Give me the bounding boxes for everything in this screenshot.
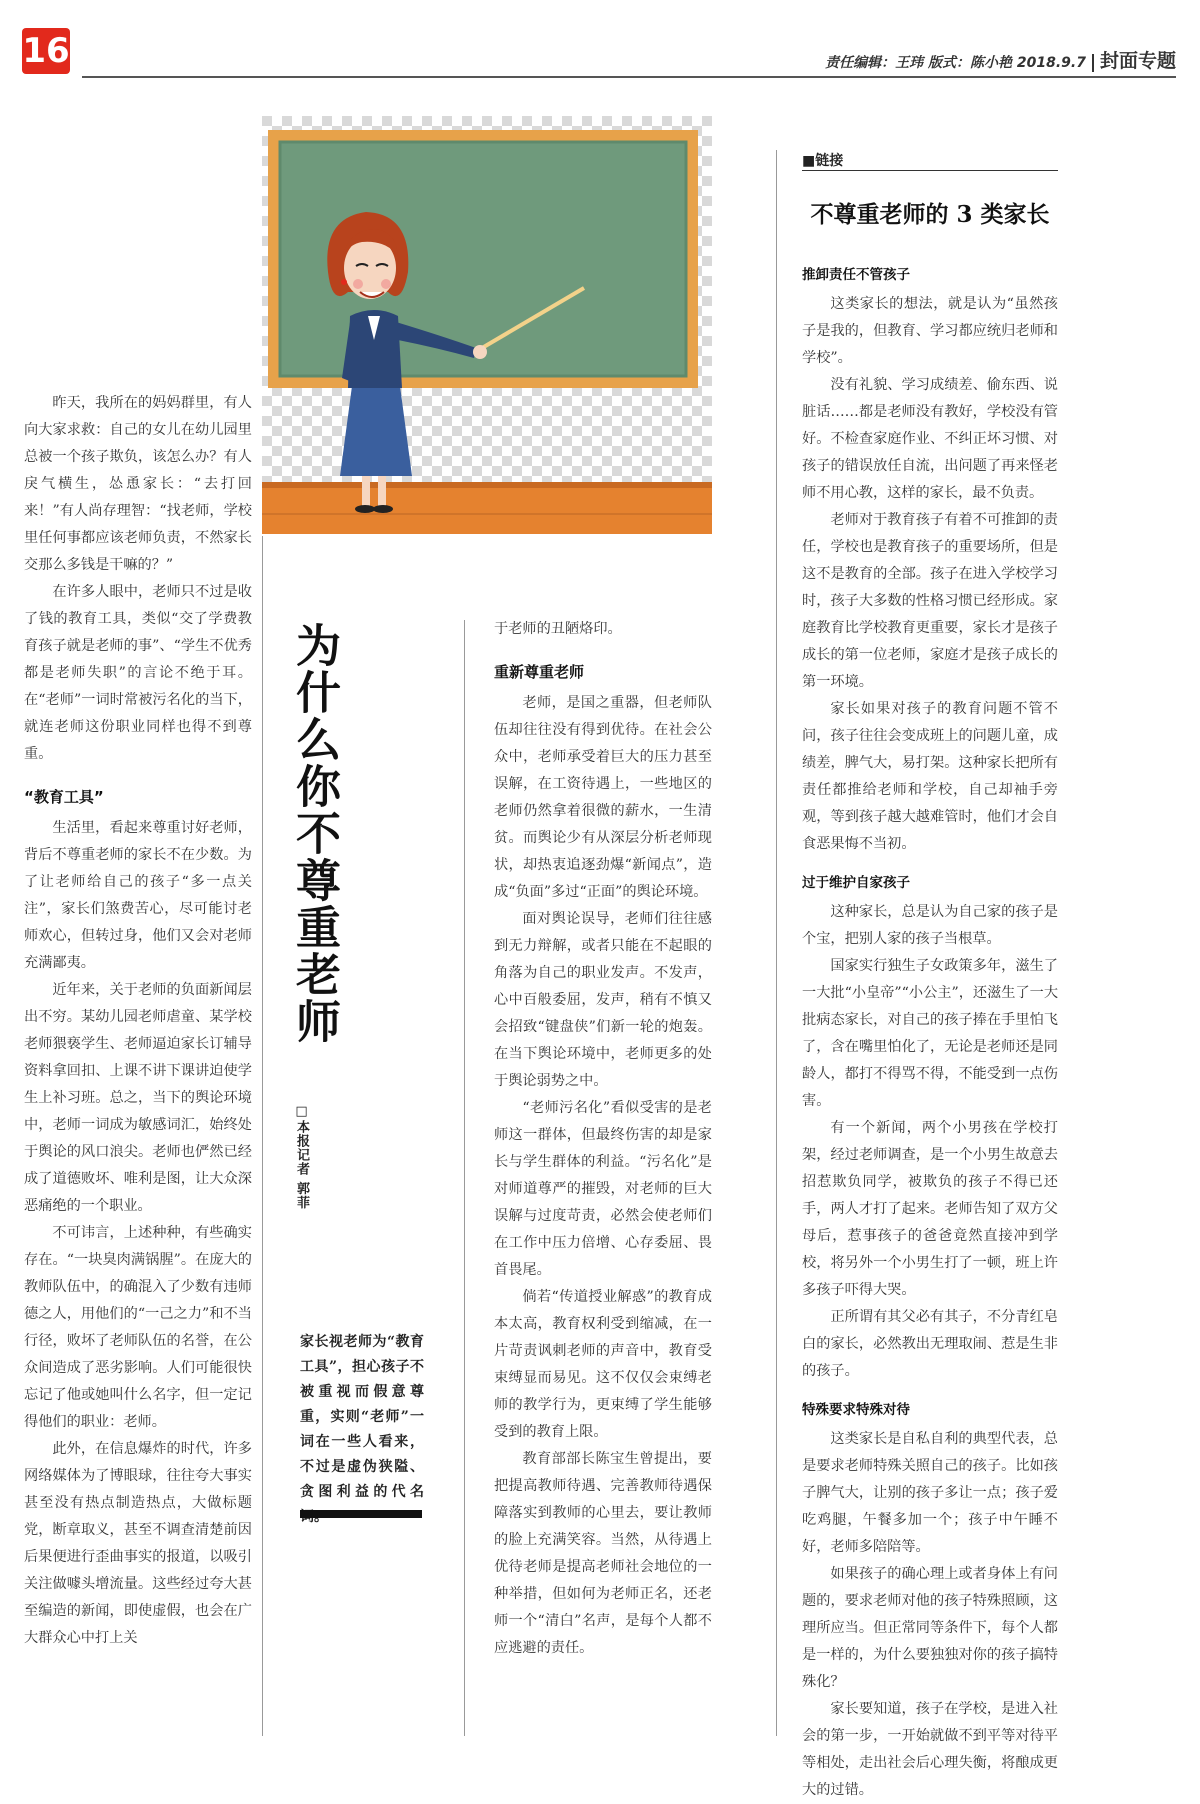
paragraph: 生活里，看起来尊重讨好老师，背后不尊重老师的家长不在少数。为了让老师给自己的孩子“多一点关注”，家长们煞费苦心，尽可能讨老师欢心，但转过身，他们又会对老师充满鄙夷。 xyxy=(24,820,252,971)
header-info xyxy=(825,46,1176,73)
header-rule xyxy=(82,76,1176,78)
paragraph: 有一个新闻，两个小男孩在学校打架，经过老师调查，是一个小男生故意去招惹欺负同学，被欺负的孩子不得已还手，两人才打了起来。老师告知了双方父母后，惹事孩子的爸爸竟然直接冲到学校，将另外一个小男生打了一顿，班上许多孩子吓得大哭。 xyxy=(802,1120,1058,1298)
paragraph: 家长如果对孩子的教育问题不管不问，孩子往往会变成班上的问题儿童，成绩差，脾气大，易打架。这种家长把所有责任都推给老师和学校，自己却袖手旁观，等到孩子越大越难管时，他们才会自食恶果悔不当初。 xyxy=(802,701,1058,852)
paragraph: 这类家长的想法，就是认为“虽然孩子是我的，但教育、学习都应统归老师和学校”。 xyxy=(802,296,1058,366)
section-heading: “教育工具” xyxy=(24,788,104,806)
sidebar-column xyxy=(802,250,1058,1804)
page-number: 16 xyxy=(22,28,70,74)
article-column-1 xyxy=(24,390,252,1652)
paragraph: 没有礼貌、学习成绩差、偷东西、说脏话……都是老师没有教好，学校没有管好。不检查家庭作业、不纠正坏习惯、对孩子的错误放任自流，出问题了再来怪老师不用心教，这样的家长，最不负责。 xyxy=(802,377,1058,501)
section-heading: 重新尊重老师 xyxy=(494,663,585,681)
section-title: 封面专题 xyxy=(1099,50,1176,72)
teacher-illustration xyxy=(262,116,712,534)
column-divider xyxy=(776,150,777,1736)
paragraph: 老师，是国之重器，但老师队伍却往往没有得到优待。在社会公众中，老师承受着巨大的压力甚至误解，在工资待遇上，一些地区的老师仍然拿着很微的薪水，一生清贫。而舆论少有从深层分析老师现状，却热衷追逐劲爆“新闻点”，造成“负面”多过“正面”的舆论环境。 xyxy=(494,695,712,900)
paragraph: 这种家长，总是认为自己家的孩子是个宝，把别人家的孩子当根草。 xyxy=(802,904,1058,947)
byline: □本报记者 郭菲 xyxy=(294,1104,309,1210)
sidebar-heading: 过于维护自家孩子 xyxy=(802,875,910,891)
pull-quote-bar xyxy=(300,1510,422,1518)
paragraph: 国家实行独生子女政策多年，滋生了一大批“小皇帝”“小公主”，还滋生了一大批病态家长，对自己的孩子捧在手里怕飞了，含在嘴里怕化了，无论是老师还是同龄人，都打不得骂不得，不能受到一点伤害。 xyxy=(802,958,1059,1109)
paragraph: 正所谓有其父必有其子，不分青红皂白的家长，必然教出无理取闹、惹是生非的孩子。 xyxy=(802,1309,1058,1379)
paragraph: 昨天，我所在的妈妈群里，有人向大家求救：自己的女儿在幼儿园里总被一个孩子欺负，该怎么办？有人戾气横生，怂恿家长：“去打回来！”有人尚存理智：“找老师，学校里任何事都应该老师负责，不然家长交那么多钱是干嘛的？” xyxy=(24,395,252,573)
paragraph: 近年来，关于老师的负面新闻层出不穷。某幼儿园老师虐童、某学校老师猥亵学生、老师逼迫家长订辅导资料拿回扣、上课不讲下课讲迫使学生上补习班。总之，当下的舆论环境中，老师一词成为敏感词汇，始终处于舆论的风口浪尖。老师也俨然已经成了道德败坏、唯利是图，让大众深恶痛绝的一个职业。 xyxy=(24,982,252,1214)
paragraph: 此外，在信息爆炸的时代，许多网络媒体为了博眼球，往往夸大事实甚至没有热点制造热点，大做标题党，断章取义，甚至不调查清楚前因后果便进行歪曲事实的报道，以吸引关注做噱头增流量。这些经过夸大甚至编造的新闻，即使虚假，也会在广大群众心中打上关 xyxy=(24,1441,252,1646)
sidebar-label: ■链接 xyxy=(802,153,844,169)
paragraph: 老师对于教育孩子有着不可推卸的责任，学校也是教育孩子的重要场所，但是这不是教育的全部。孩子在进入学校学习时，孩子大多数的性格习惯已经形成。家庭教育比学校教育更重要，家长才是孩子成长的第一位老师，家庭才是孩子成长的第一环境。 xyxy=(802,512,1058,690)
paragraph: 在许多人眼中，老师只不过是收了钱的教育工具，类似“交了学费教育孩子就是老师的事”、“学生不优秀都是老师失职”的言论不绝于耳。在“老师”一词时常被污名化的当下，就连老师这份职业同样也得不到尊重。 xyxy=(24,584,252,762)
paragraph: 教育部部长陈宝生曾提出，要把提高教师待遇、完善教师待遇保障落实到教师的心里去，要让教师的脸上充满笑容。当然，从待遇上优待老师是提高老师社会地位的一种举措，但如何为老师正名，还老师一个“清白”名声，是每个人都不应逃避的责任。 xyxy=(494,1451,712,1656)
headline: 为什么你不尊重老师 xyxy=(288,622,341,1045)
sidebar-heading: 特殊要求特殊对待 xyxy=(802,1402,910,1418)
teacher-at-chalkboard-image xyxy=(262,116,712,534)
sidebar-heading: 推卸责任不管孩子 xyxy=(802,267,910,283)
paragraph: 于老师的丑陋烙印。 xyxy=(494,621,622,637)
paragraph: 这类家长是自私自利的典型代表，总是要求老师特殊关照自己的孩子。比如孩子脾气大，让别的孩子多让一点；孩子爱吃鸡腿，午餐多加一个；孩子中午睡不好，老师多陪陪等。 xyxy=(802,1431,1058,1555)
paragraph: 如果孩子的确心理上或者身体上有问题的，要求老师对他的孩子特殊照顾，这理所应当。但正常同等条件下，每个人都是一样的，为什么要独独对你的孩子搞特殊化？ xyxy=(802,1566,1058,1690)
column-divider xyxy=(262,536,263,1736)
article-column-3 xyxy=(494,616,712,1662)
sidebar-rule xyxy=(802,170,1058,171)
pull-quote: 家长视老师为“教育工具”，担心孩子不被重视而假意尊重，实则“老师”一词在一些人看来，不过是虚伪狭隘、贪图利益的代名 xyxy=(300,1334,424,1500)
header-separator xyxy=(1092,54,1094,72)
paragraph: 不可讳言，上述种种，有些确实存在。“一块臭肉满锅腥”。在庞大的教师队伍中，的确混入了少数有违师德之人，用他们的“一己之力”和不当行径，败坏了老师队伍的名誉，在公众间造成了恶劣影响。人们可能很快忘记了他或她叫什么名字，但一定记得他们的职业：老师。 xyxy=(24,1225,252,1430)
sidebar-title: 不尊重老师的 3 类家长 xyxy=(810,201,1050,228)
paragraph: “老师污名化”看似受害的是老师这一群体，但最终伤害的却是家长与学生群体的利益。“污名化”是对师道尊严的摧毁，对老师的巨大误解与过度苛责，必然会使老师们在工作中压力倍增、心存委屈、畏首畏尾。 xyxy=(494,1100,712,1278)
paragraph: 家长要知道，孩子在学校，是进入社会的第一步，一开始就做不到平等对待平等相处，走出社会后心理失衡，将酿成更大的过错。 xyxy=(802,1701,1058,1798)
column-divider xyxy=(464,620,465,1736)
editor-info: 责任编辑：王玮 版式：陈小艳 2018.9.7 xyxy=(825,55,1086,71)
paragraph: 面对舆论误导，老师们往往感到无力辩解，或者只能在不起眼的角落为自己的职业发声。不发声，心中百般委屈，发声，稍有不慎又会招致“键盘侠”们新一轮的炮轰。在当下舆论环境中，老师更多的处于舆论弱势之中。 xyxy=(494,911,712,1089)
paragraph: 倘若“传道授业解惑”的教育成本太高，教育权利受到缩减，在一片苛责讽刺老师的声音中，教育受束缚显而易见。这不仅仅会束缚老师的教学行为，更束缚了学生能够受到的教育上限。 xyxy=(494,1289,712,1440)
